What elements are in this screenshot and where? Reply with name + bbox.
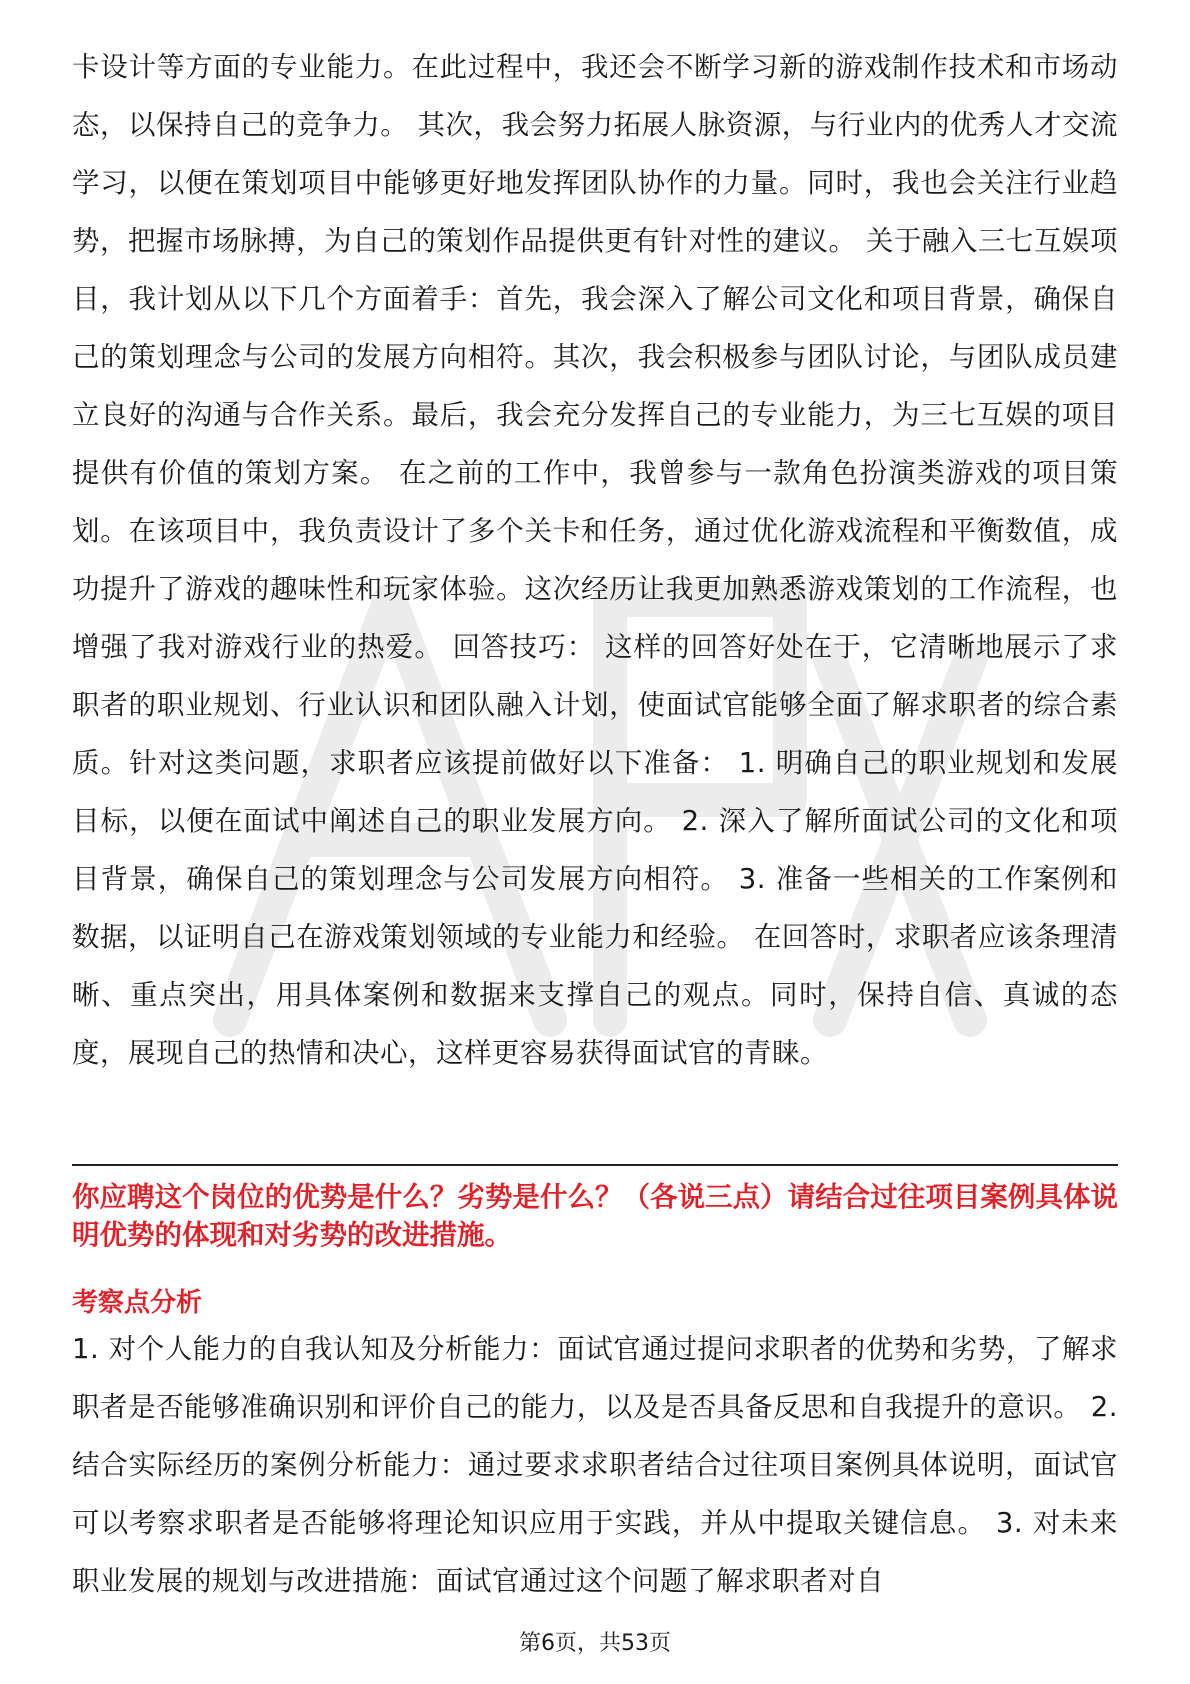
body-paragraph: 卡设计等方面的专业能力。在此过程中，我还会不断学习新的游戏制作技术和市场动态，以保持自己的竞争力。 其次，我会努力拓展人脉资源，与行业内的优秀人才交流学习，以便在策划项目中能够更好地发挥团队协作的力量。同时，我也会关注行业趋势，把握市场脉搏，为自己的策划作品提供更有针对性的建议。 关于融入三七互娱项目，我计划从以下几个方面着手：首先，我会深入了解公司文化和项目背景，确保自己的策划理念与公司的发展方向相符。其次，我会积极参与团队讨论，与团队成员建立良好的沟通与合作关系。最后，我会充分发挥自己的专业能力，为三七互娱的项目提供有价值的策划方案。 在之前的工作中，我曾参与一款角色扮演类游戏的项目策划。在该项目中，我负责设计了多个关卡和任务，通过优化游戏流程和平衡数值，成功提升了游戏的趣味性和玩家体验。这次经历让我更加熟悉游戏策划的工作流程，也增强了我对游戏行业的热爱。 回答技巧： 这样的回答好处在于，它清晰地展示了求职者的职业规划、行业认识和团队融入计划，使面试官能够全面了解求职者的综合素质。针对这类问题，求职者应该提前做好以下准备： 1. 明确自己的职业规划和发展目标，以便在面试中阐述自己的职业发展方向。 2. 深入了解所面试公司的文化和项目背景，确保自己的策划理念与公司发展方向相符。 3. 准备一些相关的工作案例和数据，以证明自己在游戏策划领域的专业能力和经验。 在回答时，求职者应该条理清晰、重点突出，用具体案例和数据来支撑自己的观点。同时，保持自信、真诚的态度，展现自己的热情和决心，这样更容易获得面试官的青睐。 <box>72 51 1118 1069</box>
page-footer: 第6页，共53页 <box>519 1631 671 1656</box>
analysis-heading: 考察点分析 <box>72 1288 203 1318</box>
main-content <box>72 38 1118 1082</box>
section-divider <box>72 1164 1118 1166</box>
interview-question: 你应聘这个岗位的优势是什么？劣势是什么？（各说三点）请结合过往项目案例具体说明优势的体现和对劣势的改进措施。 <box>72 1181 1118 1251</box>
analysis-text: 1. 对个人能力的自我认知及分析能力：面试官通过提问求职者的优势和劣势，了解求职者是否能够准确识别和评价自己的能力，以及是否具备反思和自我提升的意识。 2. 结合实际经历的案例分析能力：通过要求求职者结合过往项目案例具体说明，面试官可以考察求职者是否能够将理论知识应用于实践，并从中提取关键信息。 3. 对未来职业发展的规划与改进措施：面试官通过这个问题了解求职者对自 <box>72 1333 1118 1597</box>
